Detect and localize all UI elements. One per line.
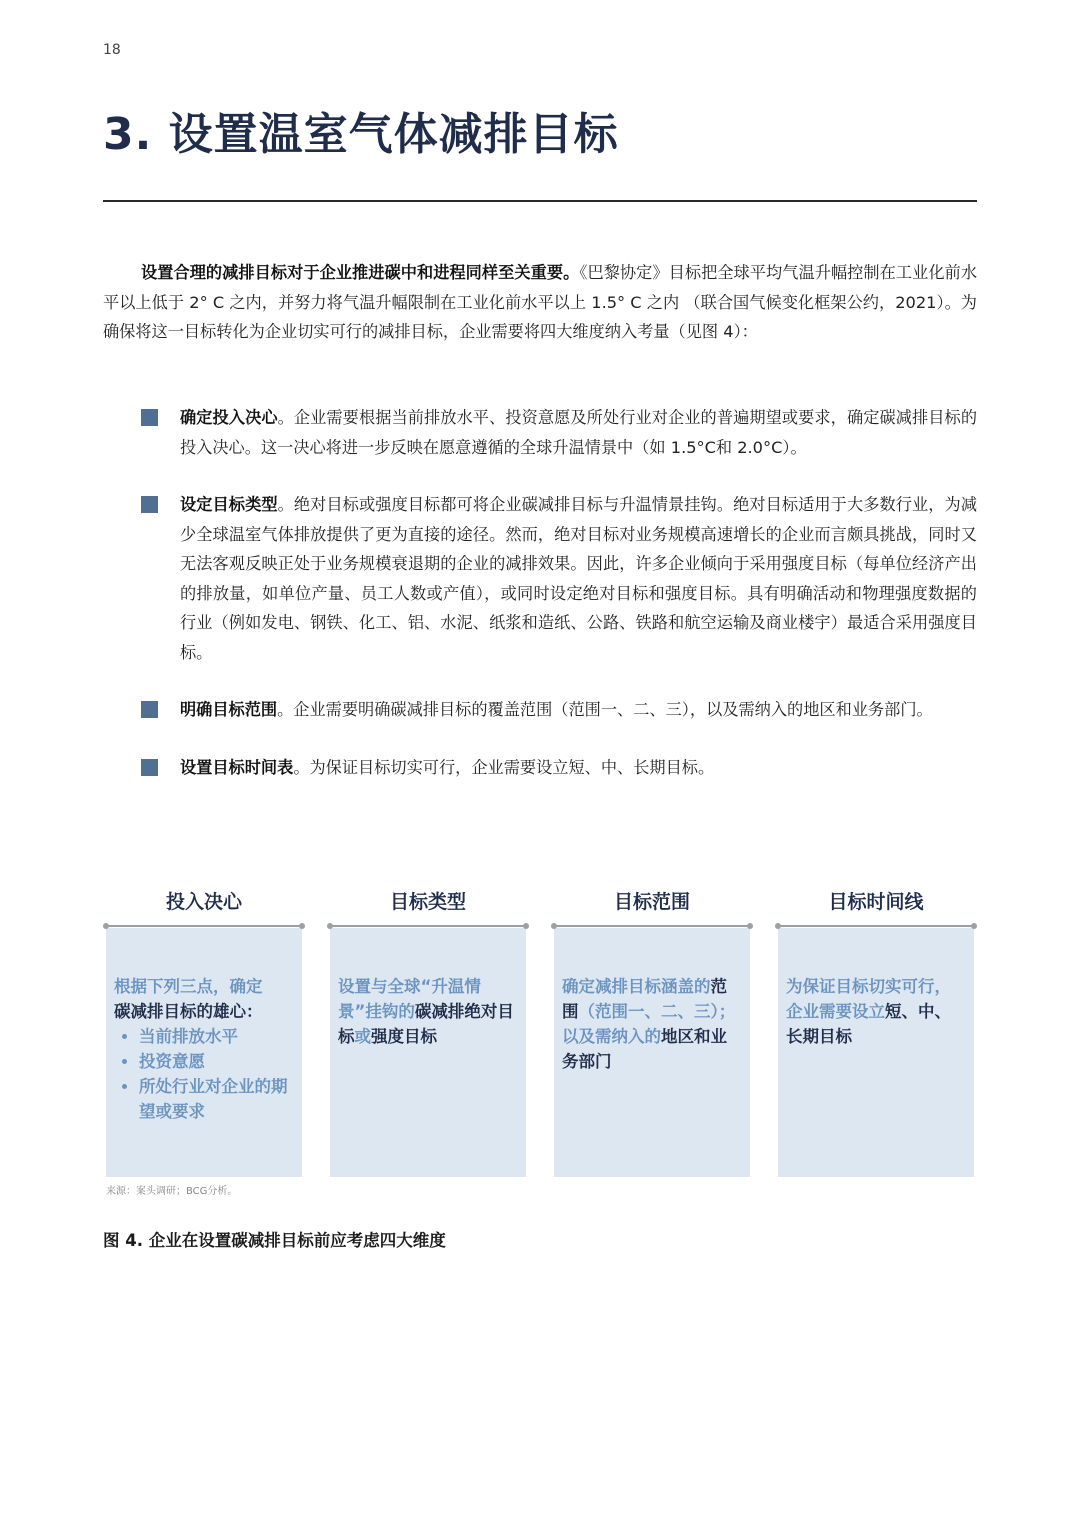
column-divider <box>327 924 529 928</box>
column-text-dark: 碳减排绝对目标 <box>338 1002 514 1046</box>
figure-column-target-scope <box>551 888 753 1177</box>
column-divider <box>103 924 305 928</box>
list-item <box>141 753 977 783</box>
column-line: 碳减排目标的雄心： <box>114 1002 263 1021</box>
intro-paragraph <box>103 258 977 347</box>
figure-column-target-type <box>327 888 529 1177</box>
column-text-light: 设置与全球“升温情景”挂钩的 <box>338 977 481 1021</box>
intro-text: 《巴黎协定》目标把全球平均气温升幅控制在工业化前水平以上低于 2° C 之内，并努力将气温升幅限制在工业化前水平以上 1.5° C 之内 （联合国气候变化框架公约，2021）。为确保将这一目标转化为企业切实可行的减排目标，企业需要将四大维度纳入考量（见图 4）： <box>103 263 978 341</box>
list-item: • 所处行业对企业的期望或要求 <box>139 1074 294 1124</box>
figure-source: 来源：案头调研；BCG分析。 <box>106 1186 238 1197</box>
square-bullet-icon <box>141 496 158 513</box>
bullet-term: 确定投入决心 <box>180 408 278 427</box>
list-item <box>141 490 977 667</box>
dot-icon <box>103 923 109 929</box>
list-item <box>141 403 977 462</box>
bullet-text: 。为保证目标切实可行，企业需要设立短、中、长期目标。 <box>293 757 715 777</box>
figure-four-dimensions <box>103 888 980 1188</box>
column-body <box>778 928 974 1177</box>
column-text-light: 为保证目标切实可行，企业需要设立 <box>786 977 951 1021</box>
column-divider <box>775 924 977 928</box>
column-text-dark: 强度目标 <box>371 1027 437 1046</box>
column-text-dark: 短、中、长期目标 <box>786 1002 951 1046</box>
page-title: 3. 设置温室气体减排目标 <box>103 109 619 160</box>
bullet-text: 。企业需要根据当前排放水平、投资意愿及所处行业对企业的普遍期望或要求，确定碳减排目标的投入决心。这一决心将进一步反映在愿意遵循的全球升温情景中（如 1.5°C和 2.0°C）。 <box>180 408 978 457</box>
column-list <box>114 1024 294 1124</box>
column-body <box>554 928 750 1177</box>
column-heading: 目标时间线 <box>828 891 924 913</box>
dot-icon <box>971 923 977 929</box>
column-line: 根据下列三点，确定 <box>114 977 263 996</box>
column-heading: 目标类型 <box>389 891 466 913</box>
bullet-text: 。企业需要明确碳减排目标的覆盖范围（范围一、二、三），以及需纳入的地区和业务部门。 <box>277 700 933 719</box>
square-bullet-icon <box>141 409 158 426</box>
dot-icon <box>775 923 781 929</box>
intro-lead: 设置合理的减排目标对于企业推进碳中和进程同样至关重要。 <box>141 263 580 282</box>
bullet-term: 设置目标时间表 <box>180 757 294 777</box>
figure-column-timeline <box>775 888 977 1177</box>
square-bullet-icon <box>141 759 158 776</box>
title-divider <box>103 200 977 202</box>
figure-caption: 图 4. 企业在设置碳减排目标前应考虑四大维度 <box>103 1231 446 1250</box>
dot-icon <box>523 923 529 929</box>
column-body <box>330 928 526 1177</box>
column-text-dark: 地区和业务部门 <box>562 1027 727 1071</box>
column-text-light: 或 <box>354 1027 371 1046</box>
square-bullet-icon <box>141 701 158 718</box>
list-item: • 投资意愿 <box>139 1049 294 1074</box>
column-heading: 目标范围 <box>613 891 690 913</box>
bullet-text: 。绝对目标或强度目标都可将企业碳减排目标与升温情景挂钩。绝对目标适用于大多数行业，为减少全球温室气体排放提供了更为直接的途径。然而，绝对目标对业务规模高速增长的企业而言颇具挑战，同时又无法客观反映正处于业务规模衰退期的企业的减排效果。因此，许多企业倾向于采用强度目标（每单位经济产出的排放量，如单位产量、员工人数或产值），或同时设定绝对目标和强度目标。具有明确活动和物理强度数据的行业（例如发电、钢铁、化工、铝、水泥、纸浆和造纸、公路、铁路和航空运输及商业楼宇）最适合采用强度目标。 <box>180 495 978 662</box>
column-text-dark: 范围 <box>562 977 727 1021</box>
column-heading: 投入决心 <box>165 891 242 913</box>
page-number: 18 <box>103 42 121 58</box>
dot-icon <box>299 923 305 929</box>
column-divider <box>551 924 753 928</box>
list-item <box>141 695 977 725</box>
dot-icon <box>747 923 753 929</box>
list-item: • 当前排放水平 <box>139 1024 294 1049</box>
figure-column-commitment <box>103 888 305 1177</box>
bullet-term: 设定目标类型 <box>180 495 278 514</box>
bullet-term: 明确目标范围 <box>180 700 278 719</box>
column-text-light: 确定减排目标涵盖的 <box>562 977 711 996</box>
dot-icon <box>551 923 557 929</box>
column-text-light: （范围一、二、三）；以及需纳入的 <box>562 1002 736 1046</box>
dimension-list <box>141 403 977 782</box>
dot-icon <box>327 923 333 929</box>
column-body <box>106 928 302 1177</box>
